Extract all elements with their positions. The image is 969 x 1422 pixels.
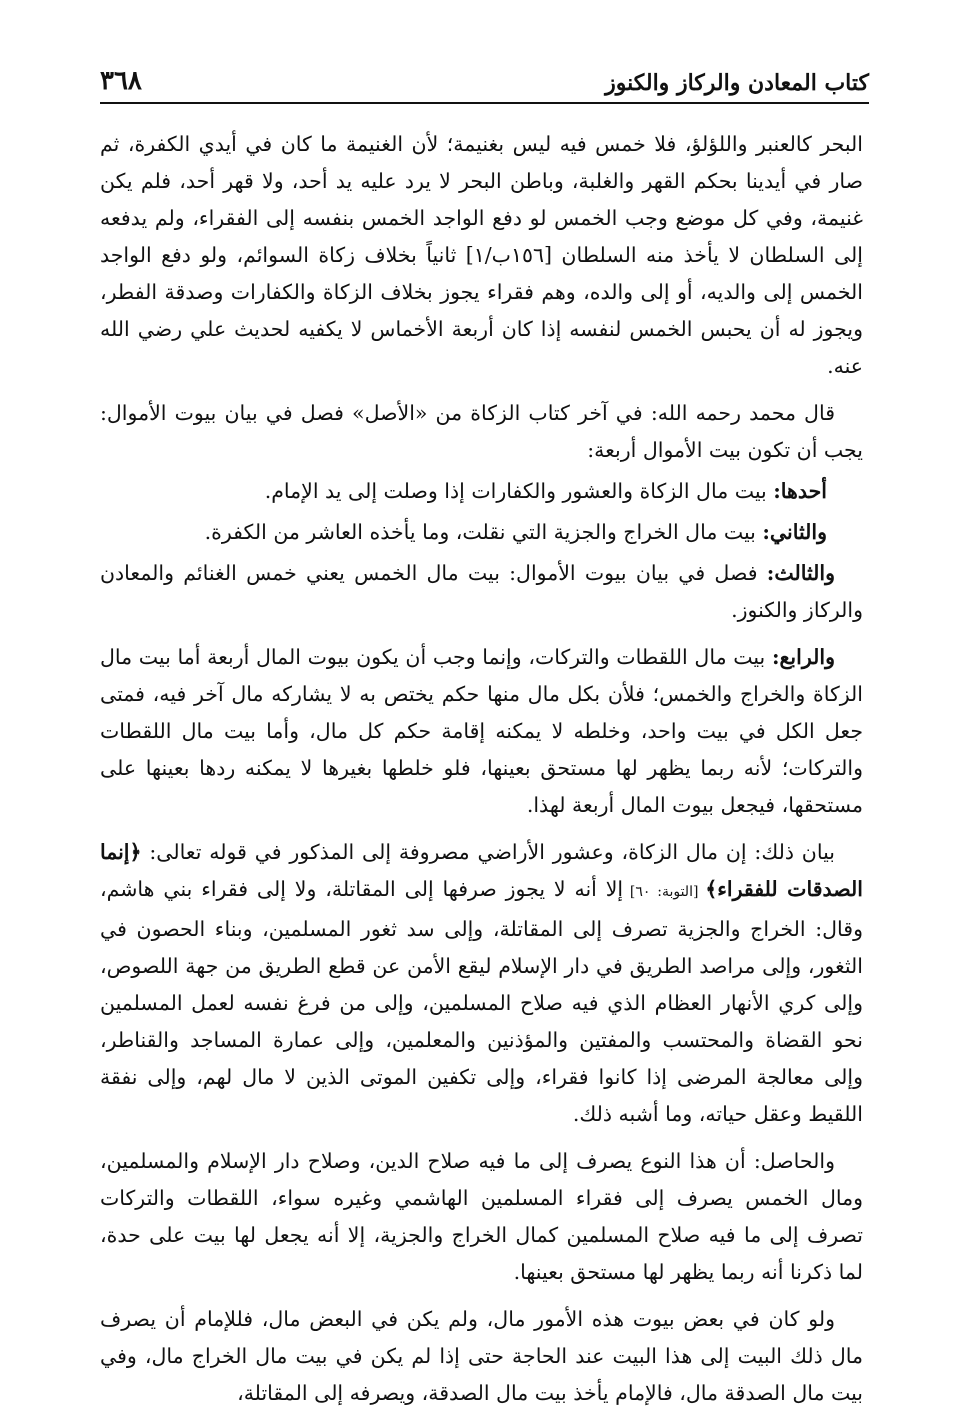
list-item-first xyxy=(100,473,863,510)
paragraph-last: ولو كان في بعض بيوت هذه الأمور مال، ولم يكن في البعض مال، فللإمام أن يصرف مال ذلك البيت إلى هذا البيت عند الحاجة حتى إذا لم يكن في بيت مال الخراج مال، وفي بيت مال الصدقة مال، فالإمام يأخذ بيت مال الصدقة، ويصرفه إلى المقاتلة، xyxy=(100,1307,863,1405)
list-item-third-text: فصل في بيان بيوت الأموال: بيت مال الخمس يعني خمس الغنائم والمعادن والركاز والكنوز. xyxy=(100,561,863,622)
list-item-fourth-lead: والرابع: xyxy=(771,645,835,669)
paragraph-summary: والحاصل: أن هذا النوع يصرف إلى ما فيه صلاح الدين، وصلاح دار الإسلام والمسلمين، ومال الخمس يصرف إلى فقراء المسلمين الهاشمي وغيره سواء، اللقطات والتركات تصرف إلى ما فيه صلاح المسلمين كمال الخراج والجزية، إلا أنه يجعل لها بيت على حدة، لما ذكرنا أنه ربما يظهر لها مستحق بعينها. xyxy=(100,1149,863,1284)
list-item-third-lead: والثالث: xyxy=(766,561,835,585)
running-title: كتاب المعادن والركاز والكنوز xyxy=(605,70,869,96)
list-item-second-text: بيت مال الخراج والجزية التي نقلت، وما يأخذه العاشر من الكفرة. xyxy=(204,520,763,544)
explanation-intro: بيان ذلك: إن مال الزكاة، وعشور الأراضي مصروفة إلى المذكور في قوله تعالى: xyxy=(149,840,835,864)
list-item-first-lead: أحدها: xyxy=(773,479,827,503)
paragraph-2: قال محمد رحمه الله: في آخر كتاب الزكاة من «الأصل» فصل في بيان بيوت الأموال: يجب أن تكون بيت الأموال أربعة: xyxy=(100,401,863,462)
page-header xyxy=(100,58,869,104)
list-item-second-lead: والثاني: xyxy=(762,520,827,544)
list-item-third xyxy=(100,555,863,629)
list-item-fourth xyxy=(100,639,863,824)
list-item-fourth-text: بيت مال اللقطات والتركات، وإنما وجب أن يكون بيوت المال أربعة أما بيت مال الزكاة والخراج والخمس؛ فلأن بكل مال منها حكم يختص به لا يشاركه مال آخر فيه، فمتى جعل الكل في بيت واحد، وخلطه لا يمكنه إقامة حكم كل مال، وأما بيت مال اللقطات والتركات؛ لأنه ربما يظهر لها مستحق بعينها، فلو خلطها بغيرها لا يمكنه ردها بعينها على مستحقها، فيجعل بيوت المال أربعة لهذا. xyxy=(100,645,863,817)
verse-reference: [التوبة: ٦٠] xyxy=(623,884,706,900)
quran-verse: ﴿إنما الصدقات للفقراء﴾ xyxy=(100,840,863,901)
paragraph-1: البحر كالعنبر واللؤلؤ، فلا خمس فيه ليس بغنيمة؛ لأن الغنيمة ما كان في أيدي الكفرة، ثم صار في أيدينا بحكم القهر والغلبة، وباطن البحر لا يرد عليه يد أحد، ولا قهر أحد، فلم يكن غنيمة، وفي كل موضع وجب الخمس لو دفع الواجد الخمس بنفسه إلى الفقراء، ولم يدفعه إلى السلطان لا يأخذ منه السلطان [١٥٦ب/١] ثانياً بخلاف زكاة السوائم، ولو دفع الواجد الخمس إلى والديه، أو إلى والده، وهم فقراء يجوز بخلاف الزكاة والكفارات وصدقة الفطر، ويجوز له أن يحبس الخمس لنفسه إذا كان أربعة الأخماس لا يكفيه لحديث علي رضي الله عنه. xyxy=(100,132,863,378)
list-item-second xyxy=(100,514,863,551)
list-item-first-text: بيت مال الزكاة والعشور والكفارات إذا وصلت إلى يد الإمام. xyxy=(264,479,774,503)
page-number: ٣٦٨ xyxy=(100,66,142,96)
page-body xyxy=(100,126,863,1422)
paragraph-explanation xyxy=(100,834,863,1133)
explanation-body: إلا أنه لا يجوز صرفها إلى المقاتلة، ولا إلى فقراء بني هاشم، وقال: الخراج والجزية تصرف إلى المقاتلة، وإلى سد ثغور المسلمين، وبناء الحصون في الثغور، وإلى مراصد الطريق في دار الإسلام ليقع الأمن عن قطع الطريق من جهة اللصوص، وإلى كري الأنهار العظام الذي فيه صلاح المسلمين، وإلى من فرغ نفسه لعمل المسلمين نحو القضاة والمحتسب والمفتين والمؤذنين والمعلمين، وإلى عمارة المساجد والقناطر، وإلى معالجة المرضى إذا كانوا فقراء، وإلى تكفين الموتى الذين لا مال لهم، وإلى نفقة اللقيط وعقل حياته، وما أشبه ذلك. xyxy=(100,877,863,1126)
